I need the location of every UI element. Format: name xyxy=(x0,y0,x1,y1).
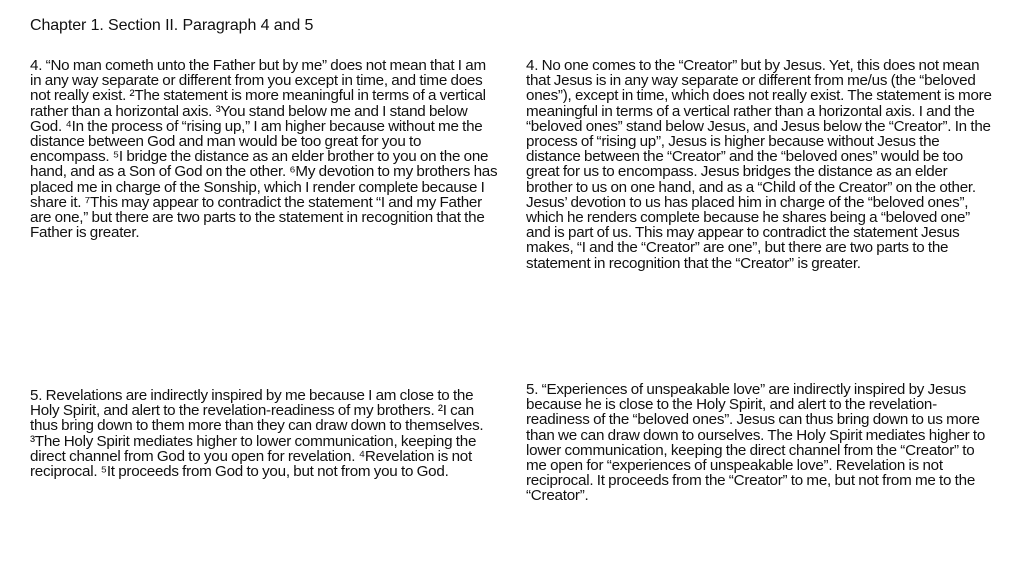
slide-title: Chapter 1. Section II. Paragraph 4 and 5 xyxy=(30,17,314,34)
right-paragraph-4: 4. No one comes to the “Creator” but by Jesus. Yet, this does not mean that Jesus is in any way separate or different from me/us (the “beloved ones”), except in time, which does not really exist. The statement is more meaningful in terms of a vertical rather than a horizontal axis. I and the “beloved ones” stand below Jesus, and Jesus below the “Creator”. In the process of “rising up”, Jesus is higher because without Jesus the distance between the “Creator” and the “beloved ones” would be too great for us to encompass. Jesus bridges the distance as an elder brother to us on one hand, and as a “Child of the Creator” on the other. Jesus’ devotion to us has placed him in charge of the “beloved ones”, which he renders complete because he shares being a “beloved one” and is part of us. This may appear to contradict the statement Jesus makes, “I and the “Creator” are one”, but there are two parts to the statement in recognition that the “Creator” is greater. xyxy=(526,57,992,272)
left-paragraph-5: 5. Revelations are indirectly inspired by me because I am close to the Holy Spirit, and alert to the revelation-readiness of my brothers. ²I can thus bring down to them more than they can draw down to themselves. ³The Holy Spirit mediates higher to lower communication, keeping the direct channel from God to you open for revelation. ⁴Revelation is not reciprocal. ⁵It proceeds from God to you, but not from you to God. xyxy=(30,387,484,481)
left-paragraph-4: 4. “No man cometh unto the Father but by me” does not mean that I am in any way separate or different from you except in time, and time does not really exist. ²The statement is more meaningful in terms of a vertical rather than a horizontal axis. ³You stand below me and I stand below God. ⁴In the process of “rising up,” I am higher because without me the distance between God and man would be too great for you to encompass. ⁵I bridge the distance as an elder brother to you on the one hand, and as a Son of God on the other. ⁶My devotion to my brothers has placed me in charge of the Sonship, which I render complete because I share it. ⁷This may appear to contradict the statement “I and my Father are one,” but there are two parts to the statement in recognition that the Father is greater. xyxy=(30,57,498,242)
right-paragraph-5: 5. “Experiences of unspeakable love” are indirectly inspired by Jesus because he is close to the Holy Spirit, and alert to the revelation-readiness of the “beloved ones”. Jesus can thus bring down to us more than we can draw down to ourselves. The Holy Spirit mediates higher to lower communication, keeping the direct channel from the “Creator” to me open for “experiences of unspeakable love”. Revelation is not reciprocal. It proceeds from the “Creator” to me, but not from me to the “Creator”. xyxy=(526,381,986,505)
